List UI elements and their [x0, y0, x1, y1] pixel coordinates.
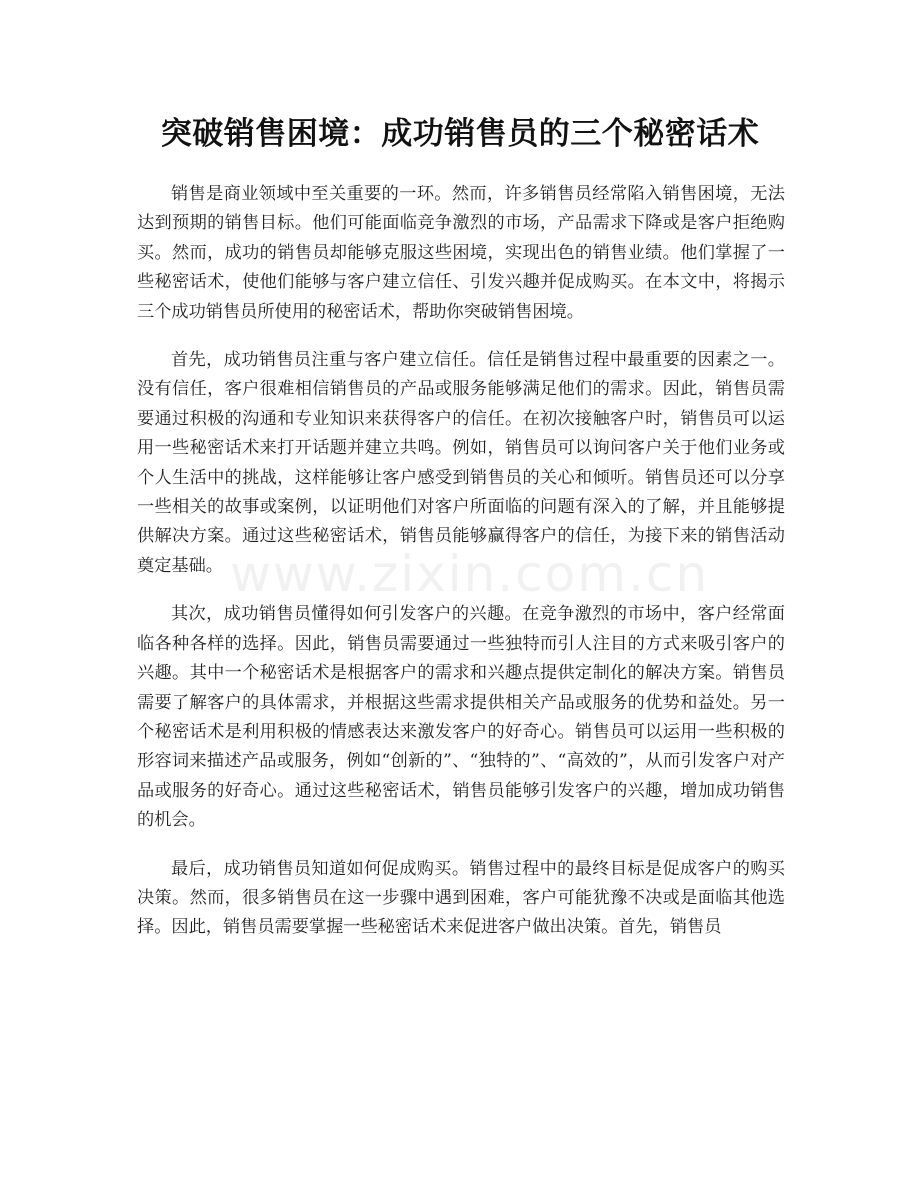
document-body: [137, 180, 785, 962]
paragraph-trust: 首先，成功销售员注重与客户建立信任。信任是销售过程中最重要的因素之一。没有信任，客户很难相信销售员的产品或服务能够满足他们的需求。因此，销售员需要通过积极的沟通和专业知识来获得客户的信任。在初次接触客户时，销售员可以运用一些秘密话术来打开话题并建立共鸣。例如，销售员可以询问客户关于他们业务或个人生活中的挑战，这样能够让客户感受到销售员的关心和倾听。销售员还可以分享一些相关的故事或案例，以证明他们对客户所面临的问题有深入的了解，并且能够提供解决方案。通过这些秘密话术，销售员能够赢得客户的信任，为接下来的销售活动奠定基础。: [137, 350, 785, 576]
watermark: www.zixin.com.cn: [230, 545, 710, 603]
paragraph-closing: 最后，成功销售员知道如何促成购买。销售过程中的最终目标是促成客户的购买决策。然而，很多销售员在这一步骤中遇到困难，客户可能犹豫不决或是面临其他选择。因此，销售员需要掌握一些秘密话术来促进客户做出决策。首先，销售员: [137, 858, 785, 938]
paragraph-intro: 销售是商业领域中至关重要的一环。然而，许多销售员经常陷入销售困境，无法达到预期的销售目标。他们可能面临竞争激烈的市场，产品需求下降或是客户拒绝购买。然而，成功的销售员却能够克服这些困境，实现出色的销售业绩。他们掌握了一些秘密话术，使他们能够与客户建立信任、引发兴趣并促成购买。在本文中，将揭示三个成功销售员所使用的秘密话术，帮助你突破销售困境。: [137, 184, 785, 322]
paragraph-interest: 其次，成功销售员懂得如何引发客户的兴趣。在竞争激烈的市场中，客户经常面临各种各样的选择。因此，销售员需要通过一些独特而引人注目的方式来吸引客户的兴趣。其中一个秘密话术是根据客户的需求和兴趣点提供定制化的解决方案。销售员需要了解客户的具体需求，并根据这些需求提供相关产品或服务的优势和益处。另一个秘密话术是利用积极的情感表达来激发客户的好奇心。销售员可以运用一些积极的形容词来描述产品或服务，例如“创新的”、“独特的”、“高效的”，从而引发客户对产品或服务的好奇心。通过这些秘密话术，销售员能够引发客户的兴趣，增加成功销售的机会。: [137, 604, 785, 831]
document-title: 突破销售困境：成功销售员的三个秘密话术: [160, 116, 760, 152]
